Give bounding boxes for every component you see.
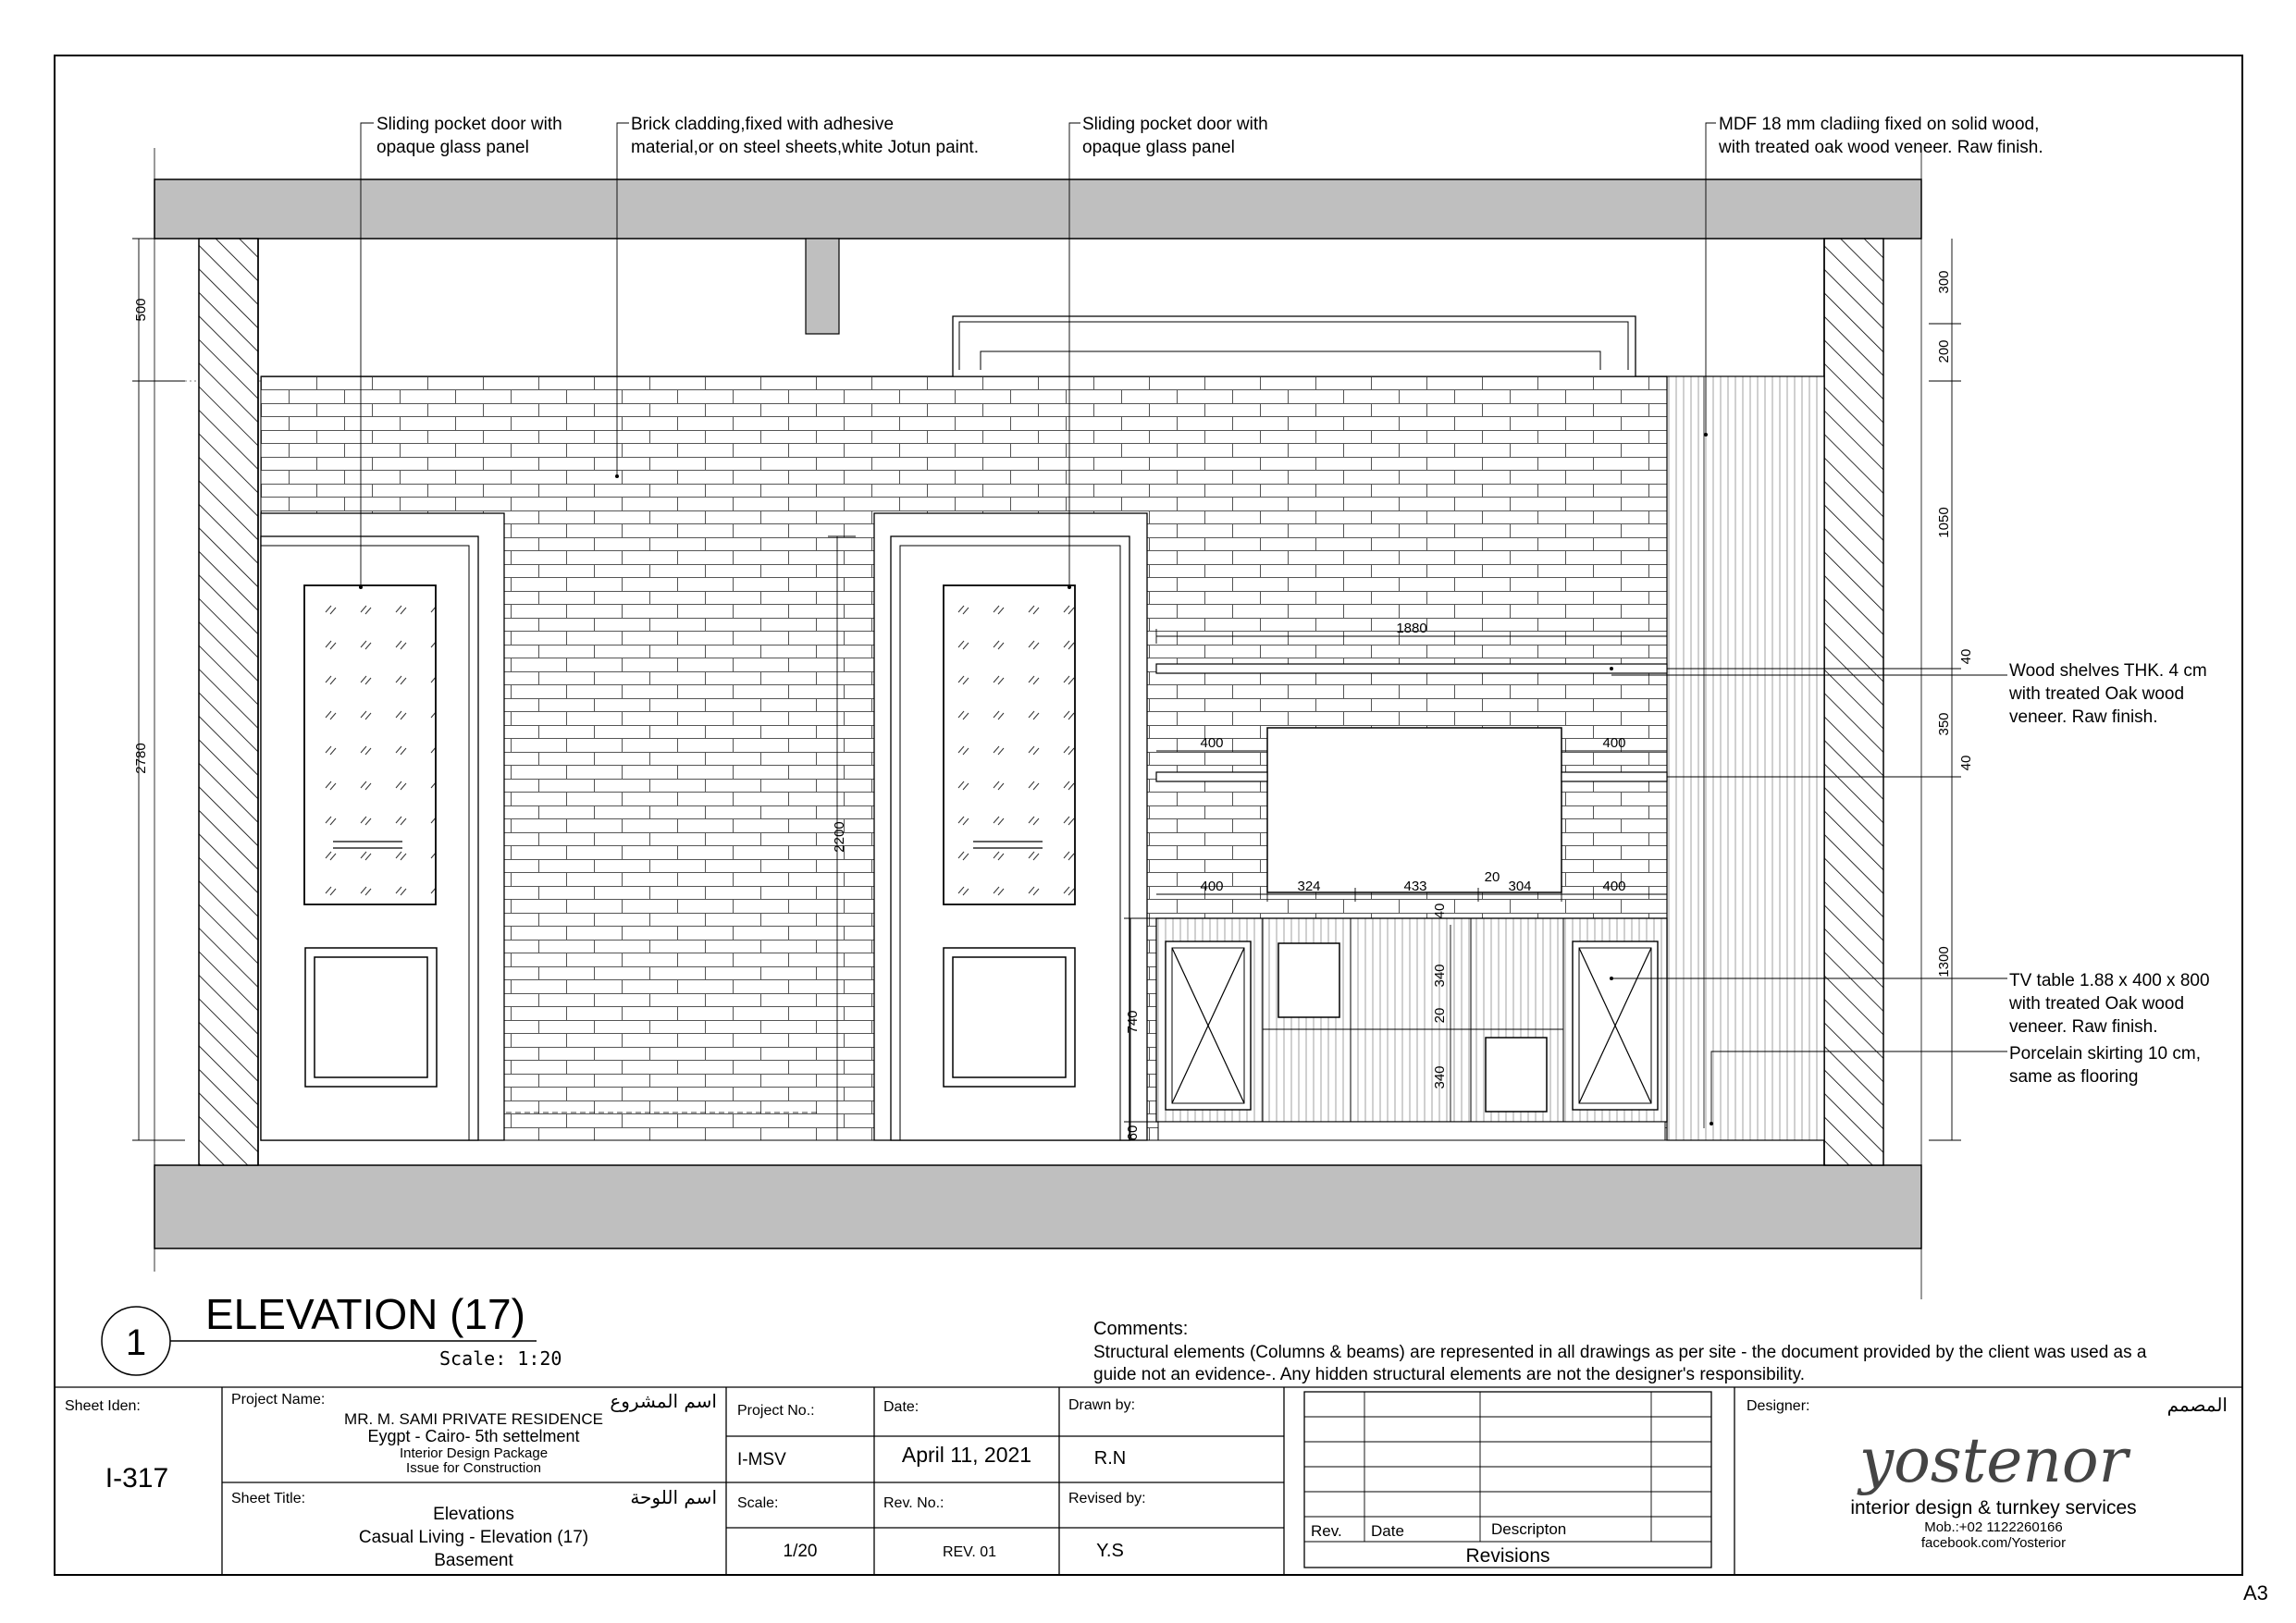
dim-left-main: 2780 <box>133 743 149 774</box>
tv-table <box>1156 918 1667 1140</box>
note-door-right-2: opaque glass panel <box>1082 138 1235 157</box>
ceiling-beam <box>806 239 839 334</box>
dim-table-b: 433 <box>1403 879 1427 894</box>
sheet-title-2: Casual Living - Elevation (17) <box>358 1528 589 1547</box>
tv-screen <box>1267 728 1562 892</box>
drawn-by-label: Drawn by: <box>1068 1397 1136 1413</box>
note-brick-2: material,or on steel sheets,white Jotun paint. <box>631 138 979 157</box>
project-name: MR. M. SAMI PRIVATE RESIDENCE <box>344 1410 603 1428</box>
dim-left-top: 500 <box>133 298 149 322</box>
project-name-label: Project Name: <box>231 1392 326 1408</box>
dim-right-200: 200 <box>1936 339 1952 363</box>
dim-right-1300: 1300 <box>1936 946 1952 977</box>
elevation-drawing <box>132 115 2210 1299</box>
dim-shelf-width: 1880 <box>1396 621 1427 636</box>
revisions-title: Revisions <box>1465 1545 1550 1567</box>
rev-column: Rev. <box>1311 1522 1342 1540</box>
sheet-iden: I-317 <box>105 1463 169 1494</box>
scale-value: 1/20 <box>783 1542 818 1561</box>
designer-mobile: Mob.:+02 1122260166 <box>1924 1519 2063 1535</box>
dim-drawer-gap: 20 <box>1432 1007 1448 1024</box>
left-door <box>261 513 504 1140</box>
dim-table-a: 324 <box>1297 879 1321 894</box>
note-mdf-1: MDF 18 mm cladiing fixed on solid wood, <box>1719 115 2040 134</box>
note-door-right-1: Sliding pocket door with <box>1082 115 1268 134</box>
mdf-cladding <box>1667 376 1824 1140</box>
left-door-glass <box>304 585 436 904</box>
note-tv-table-2: with treated Oak wood <box>2009 994 2185 1014</box>
comments-line-1: Structural elements (Columns & beams) are represented in all drawings as per site - the document provided by the client was used as a <box>1093 1343 2147 1362</box>
date-value: April 11, 2021 <box>901 1443 1032 1467</box>
note-skirting-2: same as flooring <box>2009 1067 2139 1087</box>
revised-by-label: Revised by: <box>1068 1491 1146 1506</box>
date-column: Date <box>1371 1522 1404 1540</box>
drawing-title-text: ELEVATION (17) <box>205 1290 525 1338</box>
note-brick-1: Brick cladding,fixed with adhesive <box>631 115 895 134</box>
designer-label-ar: المصمم <box>2166 1394 2228 1416</box>
comments-line-2: guide not an evidence-. Any hidden structural elements are not the designer's responsibility. <box>1093 1365 1806 1384</box>
note-mdf-2: with treated oak wood veneer. Raw finish. <box>1719 138 2043 157</box>
note-shelves-1: Wood shelves THK. 4 cm <box>2009 661 2207 681</box>
note-tv-table-1: TV table 1.88 x 400 x 800 <box>2009 971 2210 990</box>
dim-right-350: 350 <box>1936 712 1952 736</box>
project-no-label: Project No.: <box>737 1403 815 1419</box>
revised-by: Y.S <box>1096 1541 1124 1561</box>
date-label: Date: <box>883 1399 920 1415</box>
dim-plinth: 60 <box>1125 1125 1141 1141</box>
dim-table-gap: 20 <box>1484 869 1500 885</box>
sheet-title-label: Sheet Title: <box>231 1491 306 1506</box>
note-tv-table-3: veneer. Raw finish. <box>2009 1017 2158 1037</box>
ceiling-slab <box>154 179 1921 239</box>
project-package: Interior Design Package <box>399 1445 549 1461</box>
dim-table-height: 740 <box>1125 1010 1141 1034</box>
drawing-number: 1 <box>125 1322 147 1363</box>
note-shelves-2: with treated Oak wood <box>2009 684 2185 704</box>
rev-no-label: Rev. No.: <box>883 1495 944 1511</box>
dim-right-300: 300 <box>1936 270 1952 294</box>
right-door <box>874 513 1147 1140</box>
project-no: I-MSV <box>737 1450 786 1469</box>
shelf-right <box>1562 772 1667 781</box>
floor-slab <box>154 1165 1921 1248</box>
ceiling-bulkhead <box>261 316 1667 376</box>
designer-facebook: facebook.com/Yosterior <box>1920 1535 2067 1551</box>
dim-door-height: 2200 <box>832 821 847 853</box>
note-door-left-2: opaque glass panel <box>376 138 529 157</box>
project-name-label-ar: اسم المشروع <box>610 1390 717 1412</box>
dim-right-40a: 40 <box>1958 648 1974 665</box>
shelf-left <box>1156 772 1267 781</box>
dim-top-gap: 40 <box>1432 903 1448 919</box>
shelf-top <box>1156 664 1667 673</box>
designer-logo: yostenor <box>1858 1425 2129 1496</box>
note-door-left-1: Sliding pocket door with <box>376 115 562 134</box>
sheet-title-label-ar: اسم اللوحة <box>630 1486 717 1508</box>
dim-right-1050: 1050 <box>1936 507 1952 538</box>
dim-right-40b: 40 <box>1958 755 1974 771</box>
note-skirting-1: Porcelain skirting 10 cm, <box>2009 1044 2201 1064</box>
project-issue: Issue for Construction <box>406 1460 541 1476</box>
right-column <box>1824 239 1883 1165</box>
description-column: Descripton <box>1491 1520 1567 1538</box>
dim-shelf-left: 400 <box>1200 735 1224 751</box>
dim-drawer-b: 340 <box>1432 1065 1448 1089</box>
designer-label: Designer: <box>1747 1398 1810 1414</box>
comments-heading: Comments: <box>1093 1319 1189 1339</box>
drawing-title <box>102 1290 562 1375</box>
scale-label: Scale: <box>737 1495 779 1511</box>
dim-table-right: 400 <box>1602 879 1626 894</box>
left-column <box>199 239 258 1165</box>
comments-block <box>1093 1319 2147 1384</box>
dim-table-left: 400 <box>1200 879 1224 894</box>
sheet-title-1: Elevations <box>433 1505 514 1524</box>
drawn-by: R.N <box>1093 1448 1127 1469</box>
sheet-title-3: Basement <box>434 1551 513 1570</box>
dim-table-c: 304 <box>1508 879 1532 894</box>
dim-drawer-a: 340 <box>1432 964 1448 988</box>
designer-tagline: interior design & turnkey services <box>1850 1497 2137 1518</box>
paper-size: A3 <box>2243 1581 2268 1605</box>
right-door-glass <box>944 585 1075 904</box>
project-location: Eygpt - Cairo- 5th settelment <box>367 1427 580 1445</box>
drawing-scale: Scale: 1:20 <box>439 1347 562 1370</box>
sheet-iden-label: Sheet Iden: <box>65 1398 141 1414</box>
rev-no: REV. 01 <box>942 1544 997 1560</box>
dim-shelf-right: 400 <box>1602 735 1626 751</box>
note-shelves-3: veneer. Raw finish. <box>2009 707 2158 727</box>
